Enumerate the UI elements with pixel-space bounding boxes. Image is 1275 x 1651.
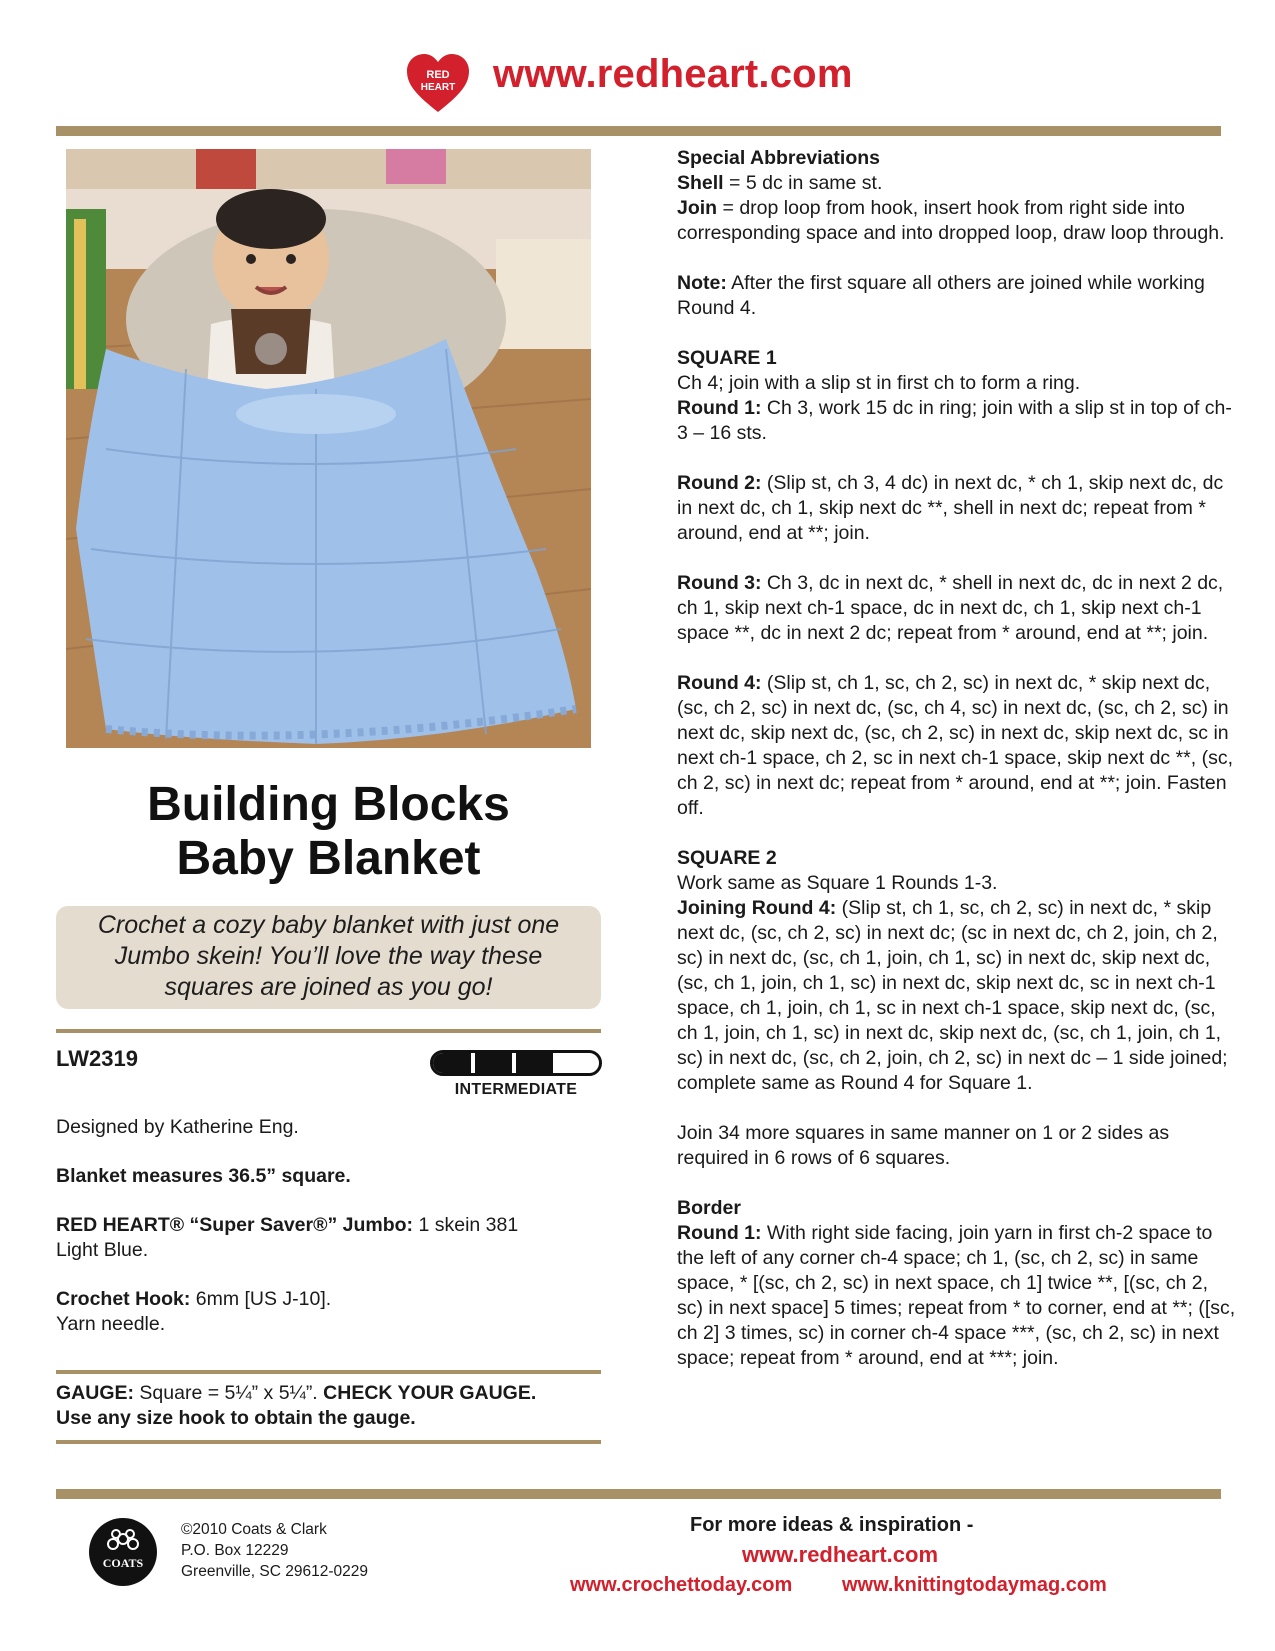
more-ideas-heading: For more ideas & inspiration - [690,1514,974,1536]
svg-text:COATS: COATS [102,1556,144,1570]
hook-info [56,1287,601,1337]
tagline [80,910,577,1003]
square-1-heading: SQUARE 1 [677,347,777,369]
designer-credit: Designed by Katherine Eng. [56,1116,299,1138]
svg-text:RED: RED [426,69,450,81]
round-2-label: Round 2: [677,472,762,494]
title-line-1: Building Blocks [147,778,510,831]
coats-logo [88,1517,158,1587]
svg-text:HEART: HEART [420,82,456,93]
yarn-info [56,1213,601,1263]
gauge-note: Use any size hook to obtain the gauge. [56,1407,416,1429]
site-url[interactable]: www.redheart.com [493,52,853,96]
border-round-1-label: Round 1: [677,1222,762,1244]
hook-value: 6mm [US J-10]. [190,1288,332,1310]
tagline-line-2: Jumbo skein! You’ll love the way these [114,942,543,970]
gauge-top-rule [56,1370,601,1374]
round-4-text: (Slip st, ch 1, sc, ch 2, sc) in next dc, * skip next dc, (sc, ch 2, sc) in next dc, (sc, ch 4, sc) in next dc, (sc, ch 2, sc) in next dc, skip next dc, (sc, ch 2, sc) in next dc, skip next dc, sc in next ch-1 space, ch 2, sc in next ch-1 space, skip next dc **, (sc, ch 2, sc) in next dc; repeat from * around, end at **; join. Fasten off. [677,672,1234,819]
needle-info: Yarn needle. [56,1313,166,1335]
border-heading: Border [677,1197,741,1219]
hook-label: Crochet Hook: [56,1288,191,1310]
round-1-label: Round 1: [677,397,762,419]
title-line-2: Baby Blanket [176,832,481,885]
abbreviations-heading: Special Abbreviations [677,147,881,169]
square-2-start: Work same as Square 1 Rounds 1-3. [677,872,998,894]
divider-rule [56,1029,601,1033]
red-heart-logo [405,52,471,114]
join-label: Join [677,197,718,219]
tagline-line-3: squares are joined as you go! [164,973,493,1001]
footer-link-crochettoday[interactable]: www.crochettoday.com [570,1574,793,1596]
round-2-text: (Slip st, ch 3, 4 dc) in next dc, * ch 1, skip next dc, dc in next dc, ch 1, skip next dc **, shell in next dc; repeat from * around, end at **; join. [677,472,1224,544]
copyright: ©2010 Coats & Clark [181,1521,327,1538]
city: Greenville, SC 29612-0229 [181,1563,368,1580]
footer-link-knittingtoday[interactable]: www.knittingtodaymag.com [842,1574,1107,1596]
shell-label: Shell [677,172,724,194]
joining-round-4-text: (Slip st, ch 1, sc, ch 2, sc) in next dc, * skip next dc, (sc, ch 2, sc) in next dc; (sc in next dc, ch 2, join, ch 2, sc) in next dc, (sc, ch 1, join, ch 1, sc) in next dc, skip next dc, (sc, ch 1, join, ch 1, sc) in next dc, skip next dc, sc in next ch-1 space, ch 1, join, ch 1, sc in next ch-1 space, skip next dc, (sc, ch 1, join, ch 1, sc) in next dc, skip next dc, (sc, ch 1, join, ch 1, sc) in next dc, (sc, ch 2, join, ch 2, sc) in next dc – 1 side joined; complete same as Round 4 for Square 1. [677,897,1228,1094]
pattern-code: LW2319 [56,1046,138,1071]
square-1-start: Ch 4; join with a slip st in first ch to form a ring. [677,372,1081,394]
footer-link-redheart[interactable]: www.redheart.com [742,1542,939,1567]
skill-level-icon [430,1050,602,1076]
tagline-line-1: Crochet a cozy baby blanket with just one [97,911,560,939]
yarn-value: 1 skein 381 [413,1214,519,1236]
gauge-bottom-rule [56,1440,601,1444]
round-1-text: Ch 3, work 15 dc in ring; join with a slip st in top of ch-3 – 16 sts. [677,397,1232,444]
gauge-check: CHECK YOUR GAUGE. [323,1382,537,1404]
pattern-title [56,778,601,886]
note-label: Note: [677,272,727,294]
skill-level-label: INTERMEDIATE [454,1081,578,1098]
join-more-text: Join 34 more squares in same manner on 1 or 2 sides as required in 6 rows of 6 squares. [677,1122,1170,1169]
header-rule [56,126,1221,136]
product-photo [66,149,591,748]
note-text: After the first square all others are joined while working Round 4. [677,272,1205,319]
shell-definition: = 5 dc in same st. [723,172,883,194]
blanket-size: Blanket measures 36.5” square. [56,1165,351,1187]
gauge-label: GAUGE: [56,1382,134,1404]
publisher-address [181,1519,368,1582]
footer-rule [56,1489,1221,1499]
round-4-label: Round 4: [677,672,762,694]
square-2-heading: SQUARE 2 [677,847,777,869]
yarn-color: Light Blue. [56,1239,149,1261]
border-round-1-text: With right side facing, join yarn in first ch-2 space to the left of any corner ch-4 space; ch 1, (sc, ch 2, sc) in same space, * [(sc, ch 2, sc) in next space, ch 1] twice **, [(sc, ch 2, sc) in next space] 5 times; repeat from * to corner, end at **; ([sc, ch 2] 3 times, sc) in corner ch-4 space ***, (sc, ch 2, sc) in next space; repeat from * around, end at ***; join. [677,1222,1236,1369]
instructions [677,146,1237,1396]
round-3-text: Ch 3, dc in next dc, * shell in next dc, dc in next 2 dc, ch 1, skip next ch-1 space, dc in next dc, ch 1, skip next ch-1 space **, dc in next 2 dc; repeat from * around, end at **; join. [677,572,1224,644]
round-3-label: Round 3: [677,572,762,594]
gauge-info [56,1381,601,1431]
gauge-value: Square = 5¼” x 5¼”. [134,1382,324,1404]
po-box: P.O. Box 12229 [181,1542,289,1559]
join-definition: = drop loop from hook, insert hook from right side into corresponding space and into dropped loop, draw loop through. [677,197,1225,244]
joining-round-4-label: Joining Round 4: [677,897,837,919]
yarn-label: RED HEART® “Super Saver®” Jumbo: [56,1214,414,1236]
